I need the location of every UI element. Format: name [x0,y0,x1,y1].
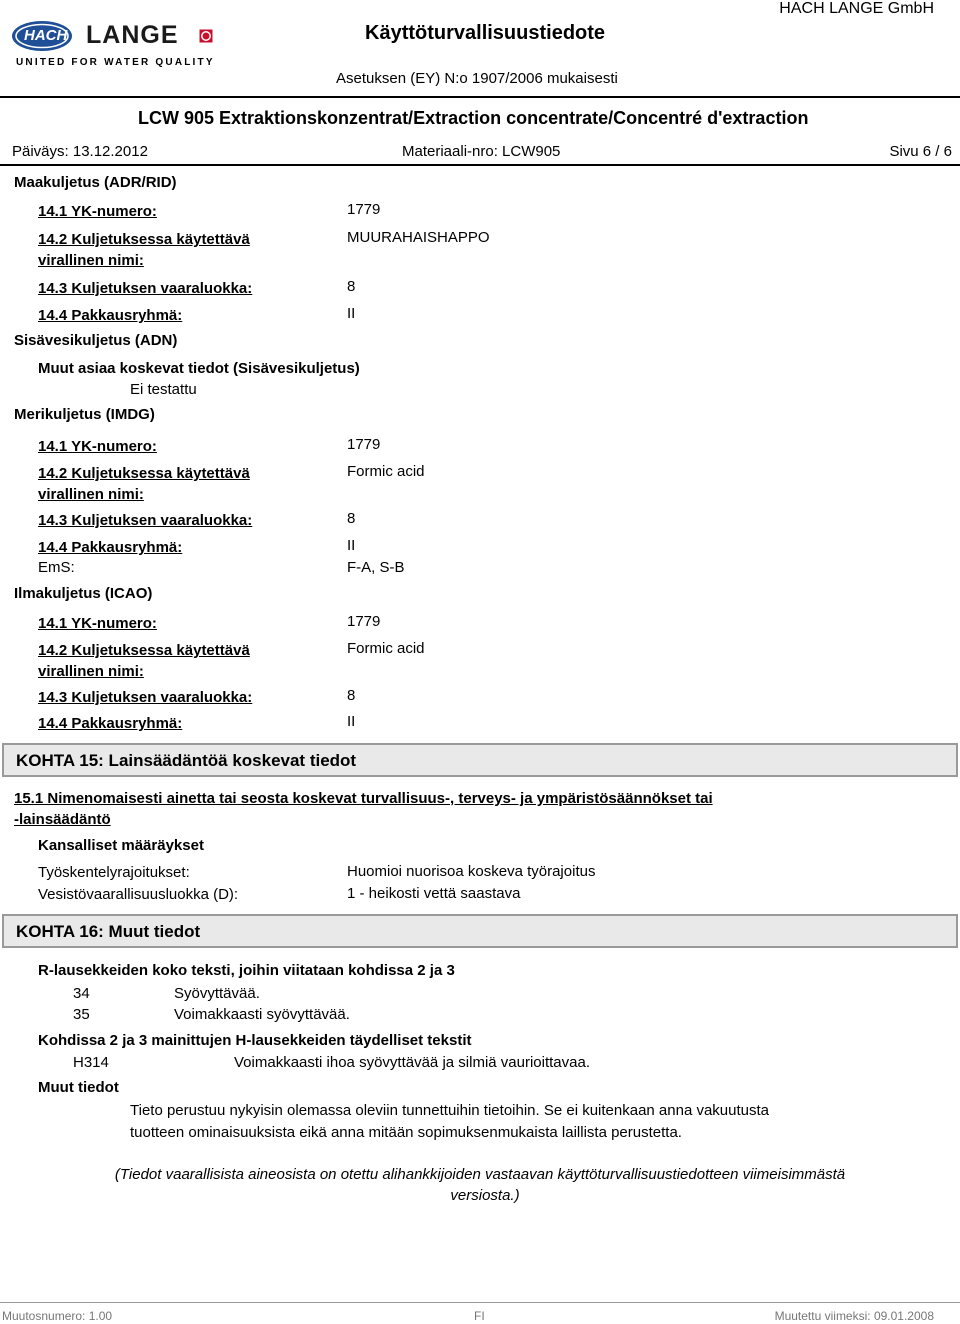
date: Päiväys: 13.12.2012 [12,143,148,160]
page-number: Sivu 6 / 6 [889,143,952,160]
imdg-un-label: 14.1 YK-numero: [38,438,157,455]
imdg-name-value: Formic acid [347,463,425,480]
header-rule-bottom [0,164,960,166]
icao-name-label-2: virallinen nimi: [38,663,144,680]
note-text-2: versiosta.) [450,1187,520,1204]
logo [10,18,220,70]
r-phrase-text: Syövyttävää. [174,985,260,1002]
brand-hach: HACH [24,27,68,44]
imdg-pg-label: 14.4 Pakkausryhmä: [38,539,183,556]
adn-title: Sisävesikuljetus (ADN) [14,332,178,349]
imdg-ems-value: F-A, S-B [347,559,405,576]
icao-class-value: 8 [347,687,356,704]
section-15-sub-2: -lainsäädäntö [14,811,111,828]
adr-pg-value: II [347,305,356,322]
section-15-title: KOHTA 15: Lainsäädäntöä koskevat tiedot [16,751,357,770]
water-hazard-value: 1 - heikosti vettä saastava [347,885,521,902]
icao-name-value: Formic acid [347,640,425,657]
work-restrictions-label: Työskentelyrajoitukset: [38,864,190,881]
revision-number: Muutosnumero: 1.00 [2,1309,113,1323]
imdg-pg-value: II [347,537,356,554]
icao-un-label: 14.1 YK-numero: [38,615,157,632]
regulation: Asetuksen (EY) N:o 1907/2006 mukaisesti [336,70,618,87]
other-info-title: Muut tiedot [38,1079,119,1096]
icao-pg-label: 14.4 Pakkausryhmä: [38,715,183,732]
section-15-sub-1: 15.1 Nimenomaisesti ainetta tai seosta koskevat turvallisuus-, terveys- ja ympäristösäännökset tai [14,790,713,807]
adn-other-value: Ei testattu [130,381,197,398]
tagline: UNITED FOR WATER QUALITY [16,57,215,68]
adr-class-label: 14.3 Kuljetuksen vaaraluokka: [38,280,253,297]
icao-un-value: 1779 [347,613,381,630]
national-regulations: Kansalliset määräykset [38,837,204,854]
r-phrases-title: R-lausekkeiden koko teksti, joihin viitataan kohdissa 2 ja 3 [38,962,455,979]
adr-name-label-2: virallinen nimi: [38,252,144,269]
adr-un-value: 1779 [347,201,381,218]
imdg-name-label-2: virallinen nimi: [38,486,144,503]
imdg-title: Merikuljetus (IMDG) [14,406,155,423]
section-15-header [2,743,958,777]
adr-class-value: 8 [347,278,356,295]
registered-mark-icon [199,29,213,43]
imdg-class-label: 14.3 Kuljetuksen vaaraluokka: [38,512,253,529]
adr-name-label-1: 14.2 Kuljetuksessa käytettävä [38,231,250,248]
company-name: HACH LANGE GmbH [779,0,934,17]
h-phrases-title: Kohdissa 2 ja 3 mainittujen H-lausekkeiden täydelliset tekstit [38,1032,472,1049]
other-info-text-1: Tieto perustuu nykyisin olemassa oleviin tunnettuihin tietoihin. Se ei kuitenkaan anna vakuutusta [130,1102,770,1119]
adr-title: Maakuljetus (ADR/RID) [14,174,177,191]
section-16-header [2,914,958,948]
h-phrase-text: Voimakkaasti ihoa syövyttävää ja silmiä vaurioittavaa. [234,1054,591,1071]
brand-lange: LANGE [86,21,179,49]
adr-name-value: MUURAHAISHAPPO [347,229,490,246]
last-modified: Muutettu viimeksi: 09.01.2008 [774,1309,934,1323]
h-phrase-code: H314 [73,1054,109,1071]
work-restrictions-value: Huomioi nuorisoa koskeva työrajoitus [347,863,596,880]
r-phrase-text: Voimakkaasti syövyttävää. [174,1006,350,1023]
r-phrase-code: 35 [73,1006,90,1023]
icao-pg-value: II [347,713,356,730]
imdg-class-value: 8 [347,510,356,527]
footer-rule [0,1302,960,1303]
material-number: Materiaali-nro: LCW905 [402,143,561,160]
other-info-text-2: tuotteen ominaisuuksista eikä anna mitään sopimuksenmukaista laillista perustetta. [130,1124,682,1141]
adr-pg-label: 14.4 Pakkausryhmä: [38,307,183,324]
r-phrase-code: 34 [73,985,90,1002]
section-16-title: KOHTA 16: Muut tiedot [16,922,201,941]
water-hazard-label: Vesistövaarallisuusluokka (D): [38,886,239,903]
product-title: LCW 905 Extraktionskonzentrat/Extraction concentrate/Concentré d'extraction [138,108,809,128]
document-title: Käyttöturvallisuustiedote [365,22,606,44]
imdg-un-value: 1779 [347,436,381,453]
imdg-name-label-1: 14.2 Kuljetuksessa käytettävä [38,465,250,482]
icao-title: Ilmakuljetus (ICAO) [14,585,153,602]
adr-un-label: 14.1 YK-numero: [38,203,157,220]
header-rule-top [0,96,960,98]
language-code: FI [474,1309,485,1323]
note-text-1: (Tiedot vaarallisista aineosista on otettu alihankkijoiden vastaavan käyttöturvallisuustiedotteen viimeisimmästä [114,1166,846,1183]
adn-other-label: Muut asiaa koskevat tiedot (Sisävesikuljetus) [38,360,360,377]
icao-class-label: 14.3 Kuljetuksen vaaraluokka: [38,689,253,706]
icao-name-label-1: 14.2 Kuljetuksessa käytettävä [38,642,250,659]
imdg-ems-label: EmS: [38,559,75,576]
